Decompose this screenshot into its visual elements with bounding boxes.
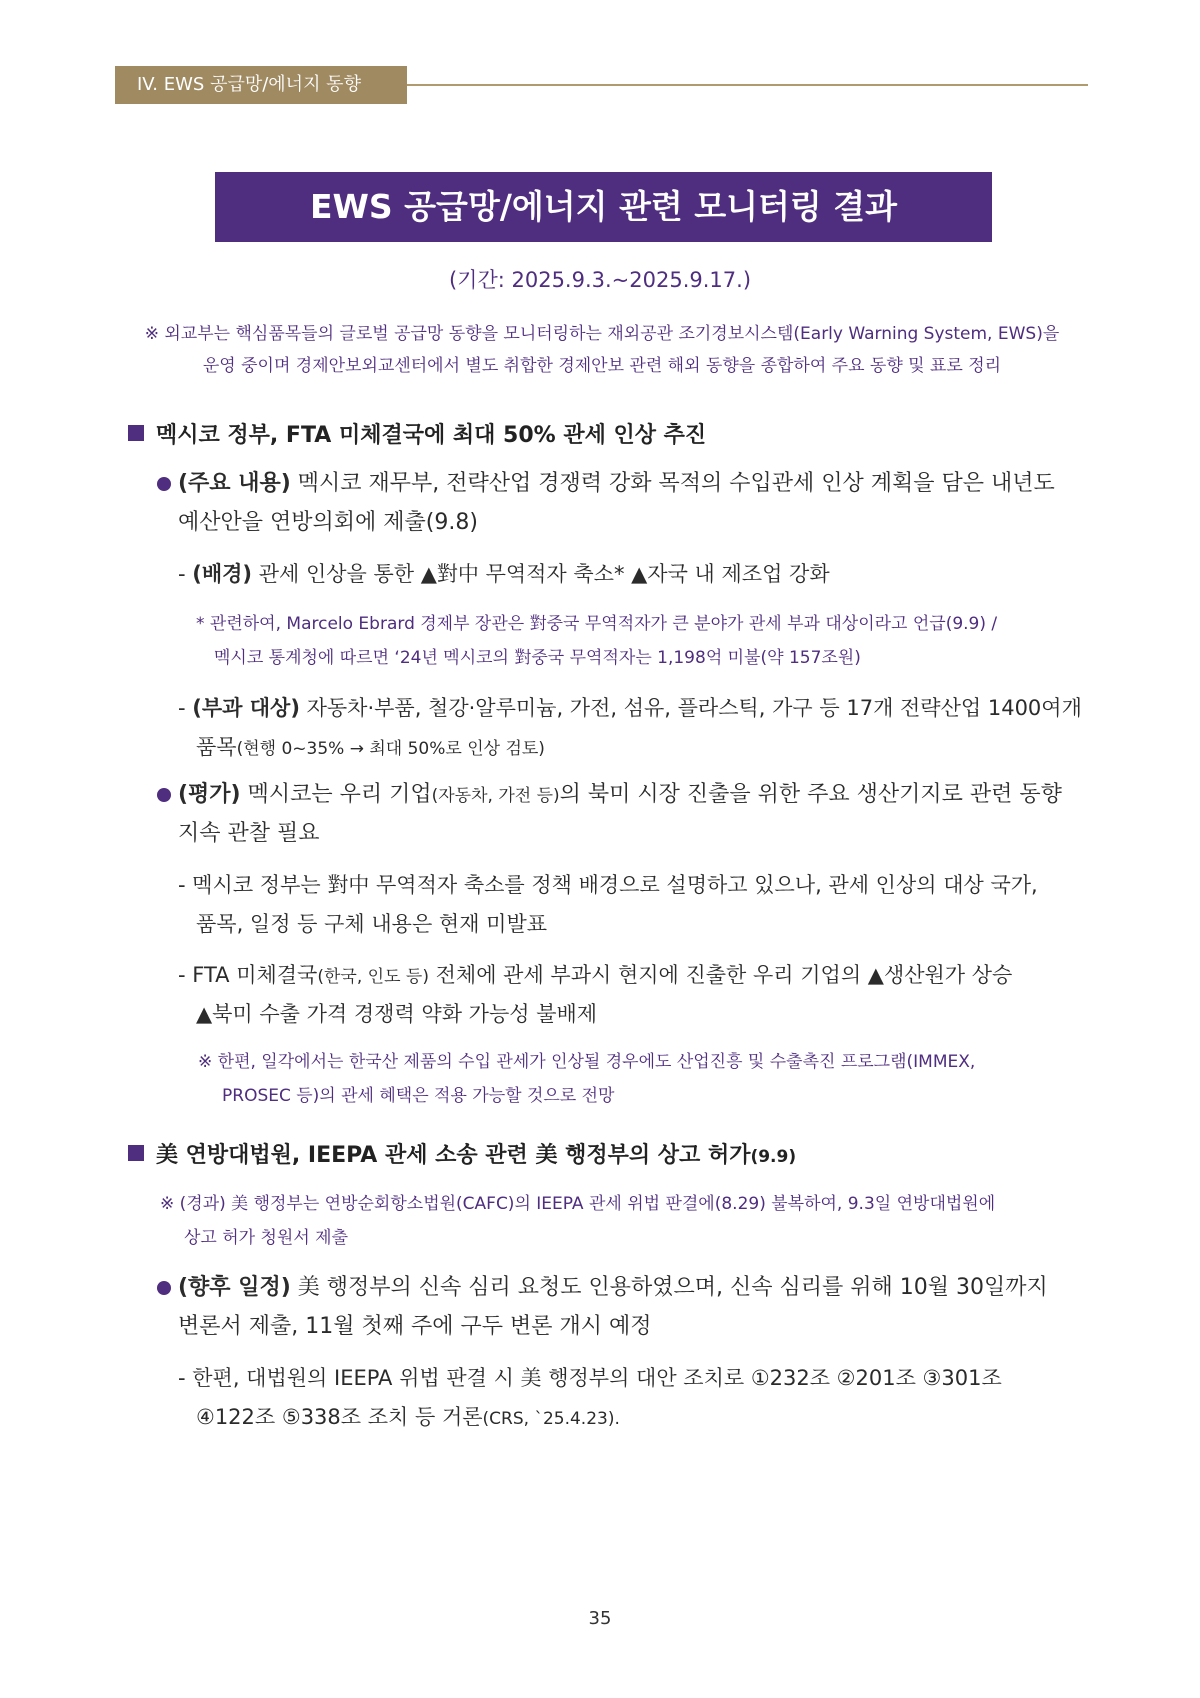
header-rule <box>407 84 1088 86</box>
section-label-tab: IV. EWS 공급망/에너지 동향 <box>115 66 407 104</box>
square-bullet-icon <box>128 1145 144 1161</box>
s1-footnote1-line1: * 관련하여, Marcelo Ebrard 경제부 장관은 對중국 무역적자가 큰 분야가 관세 부과 대상이라고 언급(9.9) / <box>196 614 998 634</box>
s1-dash2-line1 <box>178 689 1082 727</box>
s2-dash1-line2 <box>196 1398 620 1438</box>
s1-bullet1-label: (주요 내용) <box>178 471 291 496</box>
s2-bullet1-label: (향후 일정) <box>178 1275 291 1300</box>
s1-footnote2-line2: PROSEC 등)의 관세 혜택은 적용 가능할 것으로 전망 <box>222 1086 615 1106</box>
s1-dash1 <box>178 555 830 593</box>
circle-bullet-icon <box>157 1281 171 1295</box>
section2-heading-date: (9.9) <box>750 1147 797 1167</box>
s1-dash4-line2: ▲북미 수출 가격 경쟁력 약화 가능성 불배제 <box>196 1002 598 1026</box>
s1-dash2-text: 자동차·부품, 철강·알루미늄, 가전, 섬유, 플라스틱, 가구 등 17개 전략산업 1400여개 <box>299 696 1082 720</box>
s2-bullet1-line1 <box>178 1269 1048 1307</box>
s1-footnote2-line1: ※ 한편, 일각에서는 한국산 제품의 수입 관세가 인상될 경우에도 산업진흥 및 수출촉진 프로그램(IMMEX, <box>198 1052 976 1072</box>
s2-dash1-line2-main: ④122조 ⑤338조 조치 등 거론 <box>196 1405 483 1429</box>
s1-dash4-line1 <box>178 956 1012 996</box>
s1-dash3-line2: 품목, 일정 등 구체 내용은 현재 미발표 <box>196 912 548 936</box>
s1-bullet1-line2: 예산안을 연방의회에 제출(9.8) <box>178 510 478 535</box>
s1-dash4-text-a: - FTA 미체결국 <box>178 963 318 987</box>
s1-bullet2-text-a: 멕시코는 우리 기업 <box>240 782 432 807</box>
s1-bullet2-text-small: (자동차, 가전 등) <box>431 786 560 806</box>
section1-heading-text: 멕시코 정부, FTA 미체결국에 최대 50% 관세 인상 추진 <box>156 423 707 448</box>
s1-bullet2-label: (평가) <box>178 782 241 807</box>
s1-dash2-label: (부과 대상) <box>192 696 300 720</box>
page-title: EWS 공급망/에너지 관련 모니터링 결과 <box>215 172 992 242</box>
s2-bullet1-text: 美 행정부의 신속 심리 요청도 인용하였으며, 신속 심리를 위해 10월 30일까지 <box>290 1275 1048 1300</box>
section2-heading-text: 美 연방대법원, IEEPA 관세 소송 관련 美 행정부의 상고 허가 <box>156 1143 751 1168</box>
intro-note-line: 운영 중이며 경제안보외교센터에서 별도 취합한 경제안보 관련 해외 동향을 종합하여 주요 동향 및 표로 정리 <box>202 356 1002 376</box>
s1-dash2-line2-small: (현행 0~35% → 최대 50%로 인상 검토) <box>236 739 545 759</box>
intro-note-line: ※ 외교부는 핵심품목들의 글로벌 공급망 동향을 모니터링하는 재외공관 조기경보시스템(Early Warning System, EWS)을 <box>144 324 1060 344</box>
s1-dash3-line1: - 멕시코 정부는 對中 무역적자 축소를 정책 배경으로 설명하고 있으나, 관세 인상의 대상 국가, <box>178 873 1038 897</box>
s1-dash1-text: 관세 인상을 통한 ▲對中 무역적자 축소* ▲자국 내 제조업 강화 <box>252 562 830 586</box>
square-bullet-icon <box>128 425 144 441</box>
s1-bullet1-line1 <box>178 465 1055 503</box>
s1-bullet1-text: 멕시코 재무부, 전략산업 경쟁력 강화 목적의 수입관세 인상 계획을 담은 내년도 <box>290 471 1055 496</box>
s1-dash2-line2-main: 품목 <box>196 735 237 759</box>
dash-prefix: - <box>178 562 193 586</box>
s2-bullet1-line2: 변론서 제출, 11월 첫째 주에 구두 변론 개시 예정 <box>178 1314 652 1339</box>
s2-dash1-line2-small: (CRS, `25.4.23). <box>482 1409 620 1429</box>
page-number: 35 <box>588 1608 612 1629</box>
s2-note-line1: ※ (경과) 美 행정부는 연방순회항소법원(CAFC)의 IEEPA 관세 위법 판결에(8.29) 불복하여, 9.3일 연방대법원에 <box>160 1194 996 1214</box>
s1-footnote1-line2: 멕시코 통계청에 따르면 ‘24년 멕시코의 對중국 무역적자는 1,198억 미불(약 157조원) <box>214 648 861 668</box>
s1-dash1-label: (배경) <box>192 562 253 586</box>
s1-dash4-text-b: 전체에 관세 부과시 현지에 진출한 우리 기업의 ▲생산원가 상승 <box>428 963 1013 987</box>
intro-note <box>112 318 1092 382</box>
circle-bullet-icon <box>157 788 171 802</box>
s1-bullet2-text-b: 의 북미 시장 진출을 위한 주요 생산기지로 관련 동향 <box>559 782 1062 807</box>
section1-heading <box>128 418 706 449</box>
section2-heading <box>128 1138 796 1169</box>
circle-bullet-icon <box>157 477 171 491</box>
s1-dash4-text-small: (한국, 인도 등) <box>317 967 429 987</box>
period-text: (기간: 2025.9.3.~2025.9.17.) <box>448 268 752 292</box>
s2-dash1-line1: - 한편, 대법원의 IEEPA 위법 판결 시 美 행정부의 대안 조치로 ①232조 ②201조 ③301조 <box>178 1366 1002 1390</box>
s1-dash2-line2 <box>196 728 545 768</box>
s2-note-line2: 상고 허가 청원서 제출 <box>184 1228 349 1248</box>
s1-bullet2-line1 <box>178 776 1062 815</box>
s1-bullet2-line2: 지속 관찰 필요 <box>178 821 320 846</box>
dash-prefix: - <box>178 696 193 720</box>
